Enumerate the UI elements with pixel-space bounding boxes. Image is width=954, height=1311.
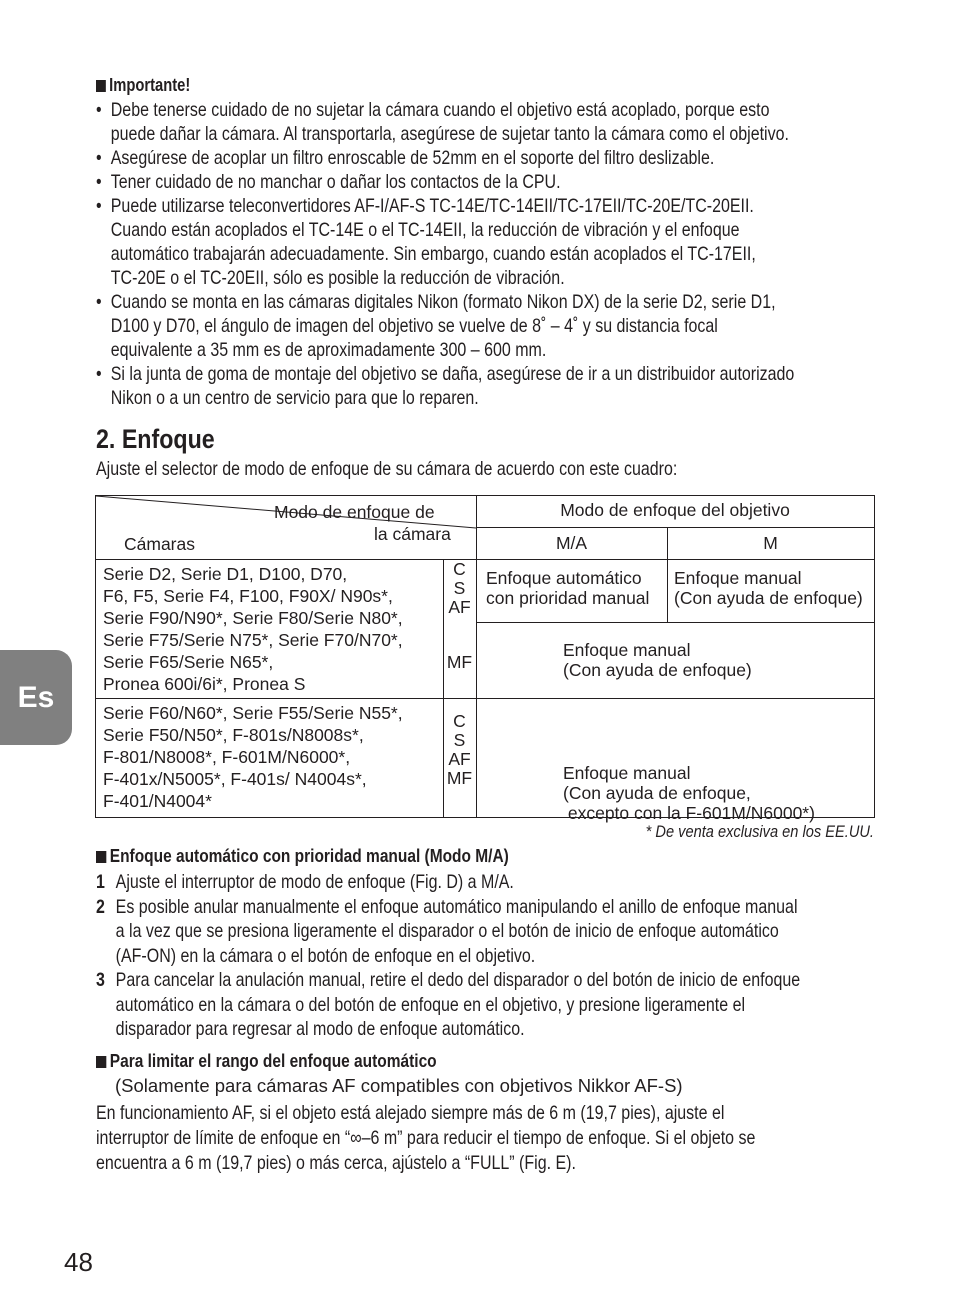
focus-mode-table [95, 495, 875, 823]
mf-manual-focus: Enfoque manual (Con ayuda de enfoque) [563, 640, 752, 680]
square-bullet-icon [96, 851, 106, 863]
limit-section-paragraph: En funcionamiento AF, si el objeto está alejado siempre más de 6 m (19,7 pies), ajuste el interruptor de límite de enfoque en “∞–6 m” para reducir el tiempo de enfoque. Si el objeto se encuentra a 6 m (19,7 pies) o más cerca, ajústelo a “FULL” (Fig. E). [96, 1102, 756, 1174]
important-bullet-list [96, 98, 867, 410]
page-number: 48 [64, 1247, 93, 1277]
square-bullet-icon [96, 80, 106, 92]
camera-group-2: Serie F60/N60*, Serie F55/Serie N55*, Serie F50/N50*, F-801s/N8008s*, F-801/N8008*, F-601M/N6000*, F-401x/N5005*, F-401s/ N4004s*, F-401/N4004* [103, 703, 403, 811]
camera-modes-all: C S AF MF [446, 711, 473, 788]
ma-steps [96, 870, 883, 1042]
camera-group-1: Serie D2, Serie D1, D100, D70, F6, F5, Serie F4, F100, F90X/ N90s*, Serie F90/N90*, Serie F80/Serie N80*, Serie F75/Serie N75*, Serie F70/N70*, Serie F65/Serie N65*, Pronea 600i/6i*, Pronea S [103, 564, 403, 694]
header-camera-mode-2: la cámara [374, 524, 451, 544]
column-m: M [763, 533, 778, 553]
header-cameras: Cámaras [124, 534, 195, 554]
table-footnote: * De venta exclusiva en los EE.UU. [645, 822, 874, 841]
header-camera-mode: Modo de enfoque de [274, 502, 435, 522]
bullet-item: • Asegúrese de acoplar un filtro enroscable de 52mm en el soporte del filtro deslizable. [96, 147, 715, 169]
column-ma: M/A [555, 533, 588, 553]
camera-mode-mf: MF [446, 652, 473, 672]
bullet-item: • Cuando se monta en las cámaras digitales Nikon (formato Nikon DX) de la serie D2, serie D1, D100 y D70, el ángulo de imagen del objetivo se vuelve de 8˚ – 4˚ y su distancia focal equivalente a 35 mm es de aproximadamente 300 – 600 mm. [96, 291, 776, 361]
step-item: 1 Ajuste el interruptor de modo de enfoque (Fig. D) a M/A. [96, 871, 514, 893]
ma-section-heading: Enfoque automático con prioridad manual (Modo M/A) [96, 846, 509, 867]
bullet-item: • Tener cuidado de no manchar o dañar los contactos de la CPU. [96, 171, 561, 193]
section-title: 2. Enfoque [96, 424, 215, 454]
square-bullet-icon [96, 1056, 106, 1068]
important-heading: Importante! [96, 75, 190, 96]
group2-manual-focus: Enfoque manual (Con ayuda de enfoque, excepto con la F-601M/N6000*) [563, 763, 815, 823]
language-tab-label: Es [17, 680, 55, 714]
section-intro: Ajuste el selector de modo de enfoque de su cámara de acuerdo con este cuadro: [96, 458, 678, 480]
limit-section-subheading: (Solamente para cámaras AF compatibles con objetivos Nikkor AF-S) [115, 1075, 683, 1096]
bullet-item: • Debe tenerse cuidado de no sujetar la cámara cuando el objetivo está acoplado, porque esto puede dañar la cámara. Al transportarla, asegúrese de sujetar tanto la cámara como el objetivo. [96, 99, 789, 145]
ma-autofocus-priority: Enfoque automático con prioridad manual [486, 568, 650, 608]
camera-modes-csaf: C S AF [448, 559, 471, 617]
bullet-item: • Puede utilizarse teleconvertidores AF-I/AF-S TC-14E/TC-14EII/TC-17EII/TC-20E/TC-20EII. Cuando están acoplados el TC-14E o el TC-14EII, la reducción de vibración y el enfoque automático trabajarán adecuadamente. Sin embargo, cuando están acoplados el TC-17EII, TC-20E o el TC-20EII, sólo es posible la reducción de vibración. [96, 195, 756, 289]
step-item: 3 Para cancelar la anulación manual, retire el dedo del disparador o del botón de inicio de enfoque automático en la cámara o del botón de enfoque en el objetivo, y presione ligeramente el disparador para regresar al modo de enfoque automático. [96, 969, 801, 1040]
header-lens-mode: Modo de enfoque del objetivo [560, 500, 790, 520]
limit-section-heading: Para limitar el rango del enfoque automático [96, 1051, 437, 1072]
step-item: 2 Es posible anular manualmente el enfoque automático manipulando el anillo de enfoque manual a la vez que se presiona ligeramente el disparador o el botón de inicio de enfoque automático (AF-ON) en la cámara o el botón de enfoque en el objetivo. [96, 895, 798, 967]
bullet-item: • Si la junta de goma de montaje del objetivo se daña, asegúrese de ir a un distribuidor autorizado Nikon o a un centro de servicio para que lo reparen. [96, 363, 795, 409]
m-manual-focus: Enfoque manual (Con ayuda de enfoque) [674, 568, 863, 608]
language-tab [0, 650, 72, 745]
